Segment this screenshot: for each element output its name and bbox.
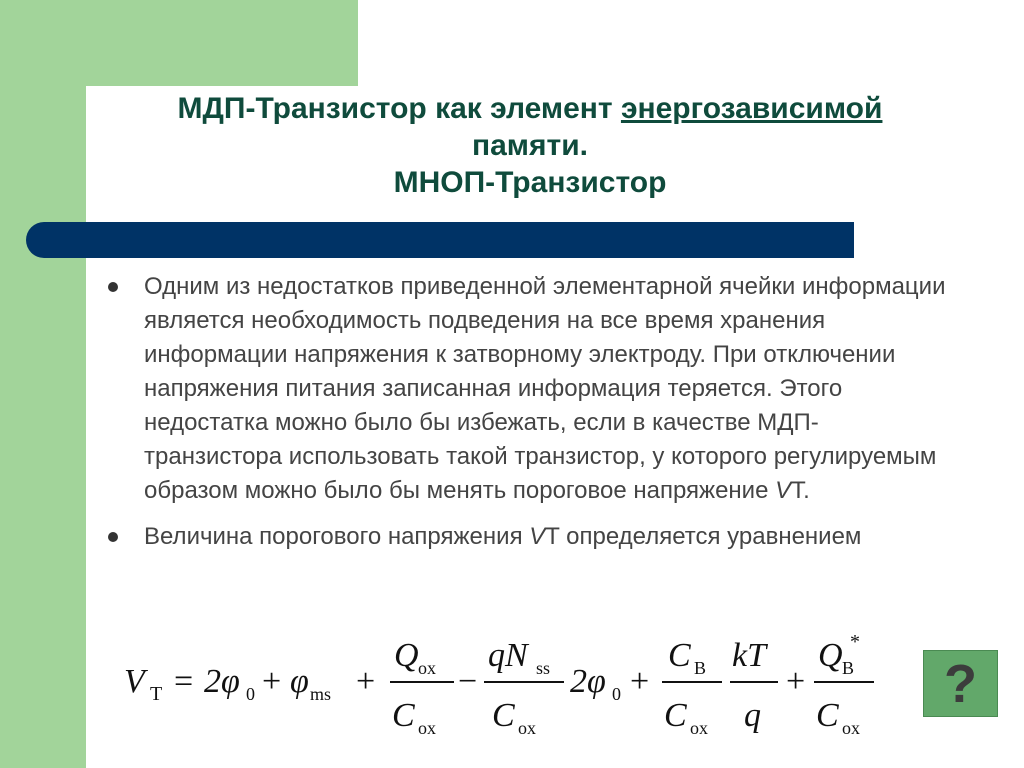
formula-2phi: 2φ	[570, 663, 606, 700]
bullet-text: Величина порогового напряжения	[144, 523, 530, 550]
title-divider-bar	[26, 222, 854, 258]
formula-ox: ox	[418, 658, 436, 678]
svg-text:+: +	[786, 663, 806, 700]
formula-QB: Q	[818, 637, 843, 674]
bullet-italic: V	[775, 477, 792, 504]
bullet-item	[104, 270, 954, 508]
svg-text:=: =	[174, 663, 194, 700]
svg-text:+: +	[630, 663, 650, 700]
formula-ox: ox	[518, 718, 536, 738]
formula-q: q	[744, 697, 761, 734]
formula-qN: qN	[488, 637, 528, 674]
bullet-dot-icon	[108, 282, 118, 292]
svg-text:−: −	[458, 663, 478, 700]
formula-CB: C	[668, 637, 691, 674]
formula-lhs: V	[124, 663, 145, 700]
formula-C: C	[816, 697, 839, 734]
corner-decoration	[0, 0, 358, 86]
bullet-italic: V	[529, 523, 546, 550]
formula-ox: ox	[842, 718, 860, 738]
bullet-item	[104, 520, 954, 554]
bullet-list	[104, 270, 954, 566]
formula-ss: ss	[536, 658, 551, 678]
title-link[interactable]: энергозависимой	[620, 92, 883, 125]
formula-ox: ox	[690, 718, 708, 738]
side-decoration	[0, 0, 86, 768]
title-line-3: МНОП-Транзистор	[393, 166, 667, 199]
formula-kT: kT	[732, 637, 766, 674]
title-text: МДП-Транзистор как элемент	[177, 92, 621, 125]
slide-title	[100, 90, 960, 201]
formula-C: C	[392, 697, 415, 734]
formula-sub0: 0	[612, 684, 621, 704]
title-line-2: памяти.	[472, 129, 588, 162]
help-button[interactable]	[923, 650, 998, 717]
formula-C: C	[492, 697, 515, 734]
bullet-text-end: T.	[791, 477, 810, 504]
formula-lhs-sub: T	[150, 683, 163, 705]
threshold-voltage-formula	[122, 630, 882, 740]
formula-ox: ox	[418, 718, 436, 738]
svg-text:+: +	[356, 663, 376, 700]
bullet-text: Одним из недостатков приведенной элементарной ячейки информации является необходимость подведения на все время хранения информации напряжения к затворному электроду. При отключении напряжения питания записанная информация теряется. Этого недостатка можно было бы избежать, если в качестве МДП-транзистора использовать такой транзистор, у которого регулируемым образом можно было бы менять пороговое напряжение	[144, 273, 946, 504]
question-icon: ?	[944, 653, 977, 714]
svg-text:+: +	[262, 663, 282, 700]
formula-B: B	[694, 658, 707, 678]
formula-sub0: 0	[246, 684, 255, 704]
formula-B: B	[842, 658, 855, 678]
formula-Q: Q	[394, 637, 419, 674]
formula-C: C	[664, 697, 687, 734]
bullet-text-end: T определяется уравнением	[545, 523, 862, 550]
formula-2phi: 2φ	[204, 663, 240, 700]
title-line-1	[100, 90, 960, 127]
bullet-dot-icon	[108, 532, 118, 542]
formula-ms: ms	[310, 684, 332, 704]
formula-phi-ms: φ	[290, 663, 309, 700]
formula-star: *	[850, 631, 860, 653]
